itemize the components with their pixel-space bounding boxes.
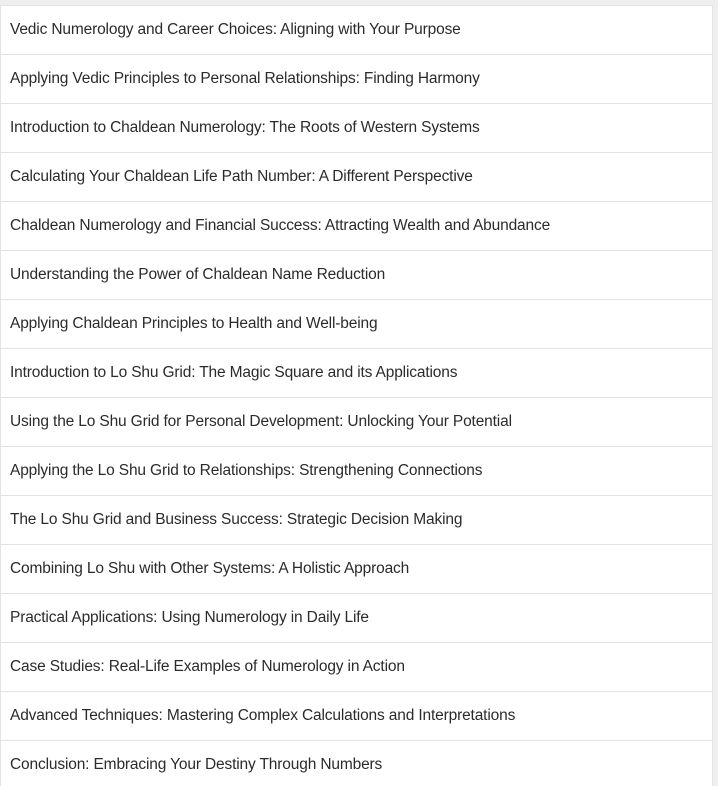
row-title: Understanding the Power of Chaldean Name Reduction [10, 265, 386, 283]
row-title: Case Studies: Real-Life Examples of Numerology in Action [10, 657, 405, 675]
row-title: Advanced Techniques: Mastering Complex Calculations and Interpretations [10, 706, 516, 724]
row-title: Practical Applications: Using Numerology in Daily Life [10, 608, 369, 626]
table-row[interactable] [1, 398, 712, 447]
table-row[interactable] [1, 594, 712, 643]
table-row[interactable] [1, 202, 712, 251]
table-row[interactable] [1, 104, 712, 153]
row-title: Vedic Numerology and Career Choices: Aligning with Your Purpose [10, 20, 461, 38]
row-title: Using the Lo Shu Grid for Personal Development: Unlocking Your Potential [10, 412, 512, 430]
row-title: Combining Lo Shu with Other Systems: A Holistic Approach [10, 559, 410, 577]
table-row[interactable] [1, 55, 712, 104]
row-title: Applying Chaldean Principles to Health and Well-being [10, 314, 378, 332]
table-row[interactable] [1, 741, 712, 786]
row-title: Calculating Your Chaldean Life Path Number: A Different Perspective [10, 167, 473, 185]
row-title: Applying Vedic Principles to Personal Relationships: Finding Harmony [10, 69, 480, 87]
table-row[interactable] [1, 349, 712, 398]
table-of-contents-panel [0, 5, 713, 786]
table-row[interactable] [1, 6, 712, 55]
row-title: Conclusion: Embracing Your Destiny Through Numbers [10, 756, 383, 773]
row-title: Chaldean Numerology and Financial Success: Attracting Wealth and Abundance [10, 216, 551, 234]
row-title: Applying the Lo Shu Grid to Relationships: Strengthening Connections [10, 461, 483, 479]
table-of-contents-list [1, 6, 712, 786]
row-title: Introduction to Chaldean Numerology: The Roots of Western Systems [10, 118, 480, 136]
table-row[interactable] [1, 496, 712, 545]
table-row[interactable] [1, 643, 712, 692]
table-row[interactable] [1, 447, 712, 496]
table-row[interactable] [1, 545, 712, 594]
table-row[interactable] [1, 153, 712, 202]
row-title: Introduction to Lo Shu Grid: The Magic Square and its Applications [10, 363, 458, 381]
table-row[interactable] [1, 300, 712, 349]
table-row[interactable] [1, 692, 712, 741]
table-row[interactable] [1, 251, 712, 300]
row-title: The Lo Shu Grid and Business Success: Strategic Decision Making [10, 510, 463, 528]
